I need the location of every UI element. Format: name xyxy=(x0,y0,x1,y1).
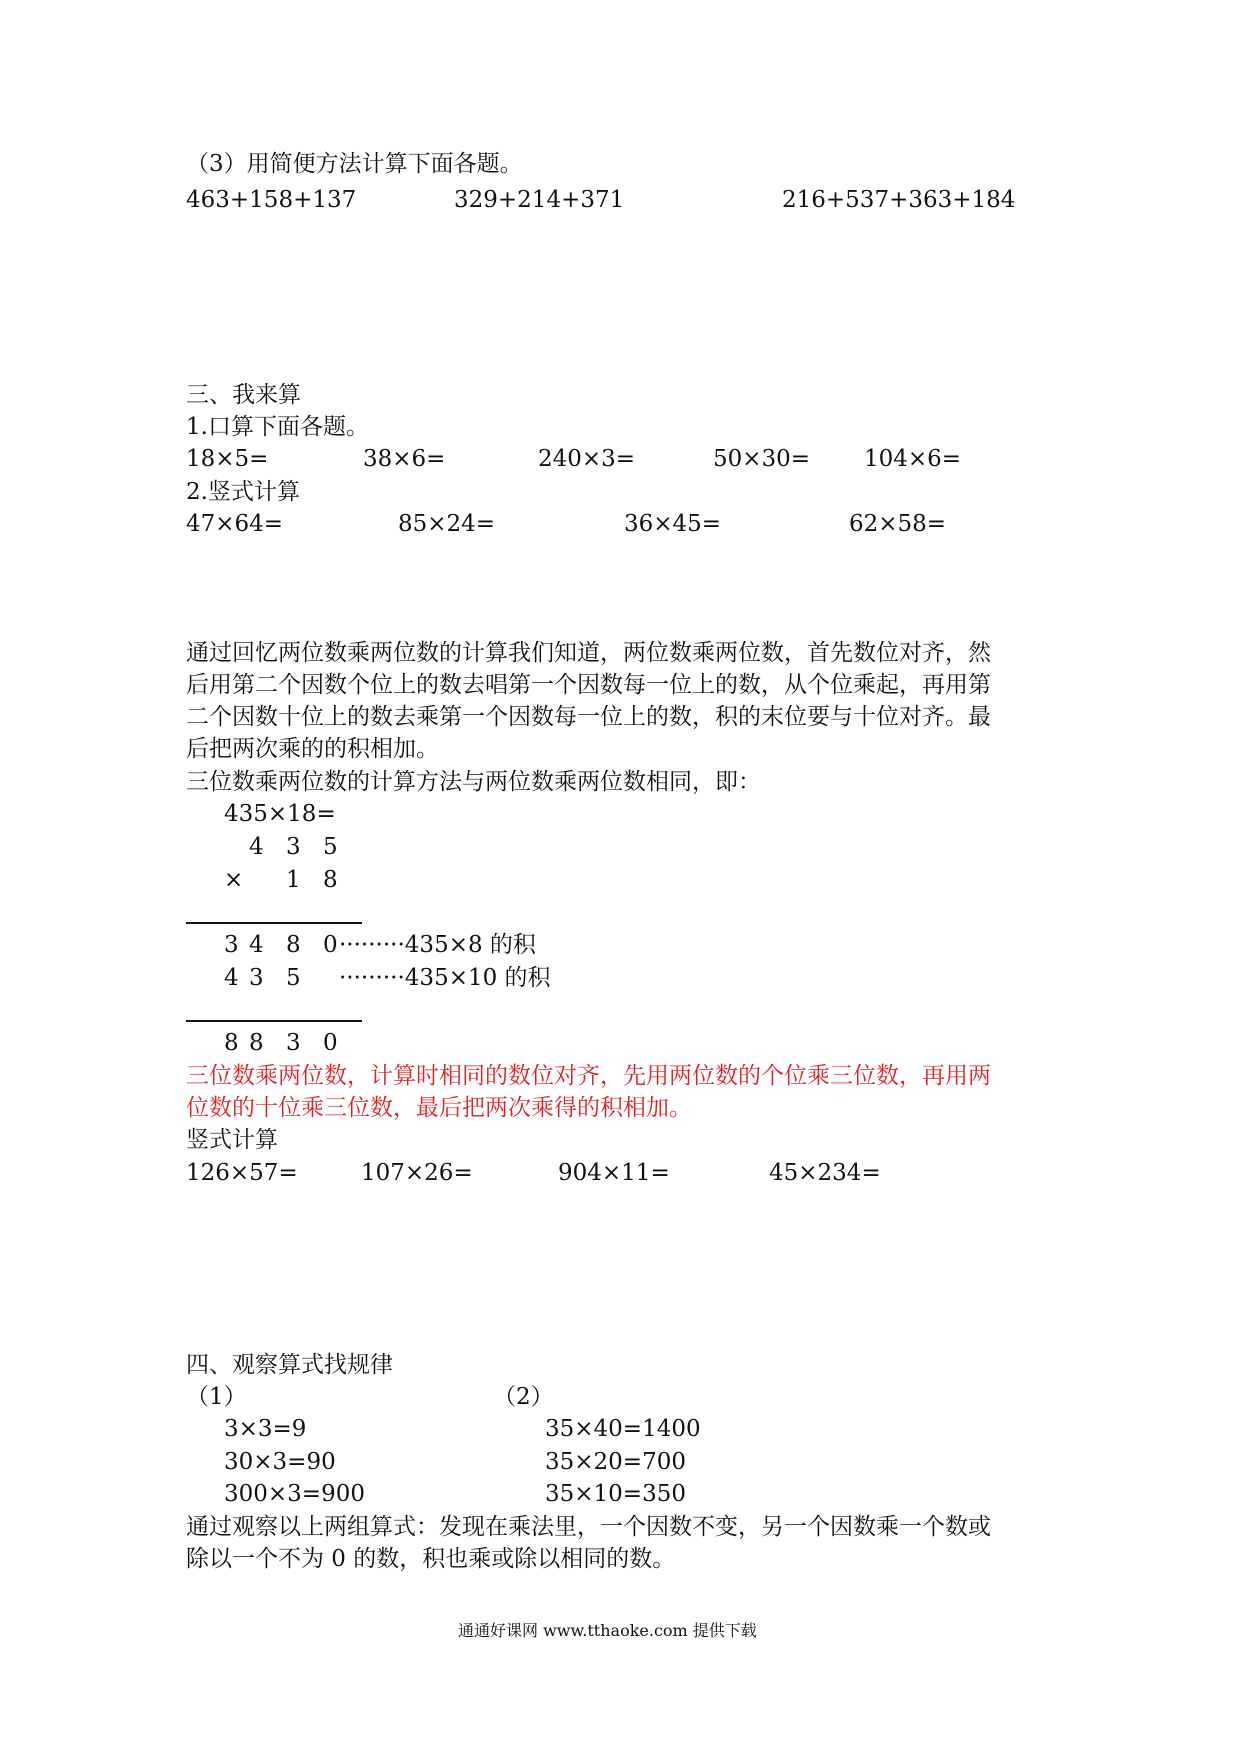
partial-product-2-note: ·········435×10 的积 xyxy=(339,965,551,991)
method-intro: 三位数乘两位数的计算方法与两位数乘两位数相同，即： xyxy=(186,769,761,795)
partial-product-1-digit: 8 xyxy=(286,932,301,958)
practice-heading: 竖式计算 xyxy=(186,1127,278,1153)
vertical-calc-problem: 62×58= xyxy=(849,511,947,537)
simplify-heading: （3）用简便方法计算下面各题。 xyxy=(186,151,523,177)
result-digit: 8 xyxy=(224,1030,239,1056)
multiplier-digit: 1 xyxy=(286,867,301,893)
vertical-calc-problem: 47×64= xyxy=(186,511,284,537)
vertical-calc-heading: 2.竖式计算 xyxy=(186,479,300,505)
mental-math-problem: 38×6= xyxy=(363,446,446,472)
recall-paragraph-line: 后把两次乘的的积相加。 xyxy=(186,736,439,762)
partial-product-1-note: ·········435×8 的积 xyxy=(339,932,536,958)
result-digit: 3 xyxy=(286,1030,301,1056)
practice-problem: 904×11= xyxy=(558,1160,670,1186)
multiplier-digit: 8 xyxy=(323,867,338,893)
partial-product-2-digit: 4 xyxy=(224,965,239,991)
partial-product-1-digit: 4 xyxy=(249,932,264,958)
mental-math-problem: 50×30= xyxy=(713,446,811,472)
calc-divider-line xyxy=(186,922,362,924)
calc-divider-line xyxy=(186,1020,362,1022)
conclusion-line: 除以一个不为 0 的数，积也乘或除以相同的数。 xyxy=(186,1546,676,1572)
result-digit: 0 xyxy=(323,1030,338,1056)
practice-problem: 107×26= xyxy=(361,1160,473,1186)
partial-product-1-digit: 0 xyxy=(323,932,338,958)
times-sign: × xyxy=(224,867,244,893)
practice-problem: 45×234= xyxy=(769,1160,881,1186)
multiplicand-digit: 3 xyxy=(286,834,301,860)
recall-paragraph-line: 二个因数十位上的数去乘第一个因数每一位上的数，积的末位要与十位对齐。最 xyxy=(186,704,991,730)
result-digit: 8 xyxy=(249,1030,264,1056)
mental-math-heading: 1.口算下面各题。 xyxy=(186,414,369,440)
vertical-calc-problem: 85×24= xyxy=(398,511,496,537)
group-1-equation: 3×3=9 xyxy=(224,1416,307,1442)
group-2-equation: 35×40=1400 xyxy=(545,1416,701,1442)
rule-statement-line: 三位数乘两位数，计算时相同的数位对齐，先用两位数的个位乘三位数，再用两 xyxy=(186,1063,991,1089)
page-footer: 通通好课网 www.tthaoke.com 提供下载 xyxy=(458,1621,757,1640)
partial-product-2-digit: 3 xyxy=(249,965,264,991)
simplify-problem: 216+537+363+184 xyxy=(782,187,1016,213)
multiplicand-digit: 5 xyxy=(323,834,338,860)
mental-math-problem: 104×6= xyxy=(864,446,962,472)
section-3-heading: 三、我来算 xyxy=(186,382,301,408)
vertical-calc-problem: 36×45= xyxy=(624,511,722,537)
group-2-equation: 35×10=350 xyxy=(545,1481,686,1507)
group-1-equation: 300×3=900 xyxy=(224,1481,365,1507)
example-expression: 435×18= xyxy=(224,801,336,827)
mental-math-problem: 18×5= xyxy=(186,446,269,472)
mental-math-problem: 240×3= xyxy=(538,446,636,472)
simplify-problem: 463+158+137 xyxy=(186,187,357,213)
conclusion-line: 通过观察以上两组算式：发现在乘法里，一个因数不变，另一个因数乘一个数或 xyxy=(186,1514,991,1540)
group-1-label: （1） xyxy=(186,1384,247,1410)
section-4-heading: 四、观察算式找规律 xyxy=(186,1352,393,1378)
practice-problem: 126×57= xyxy=(186,1160,298,1186)
simplify-problem: 329+214+371 xyxy=(454,187,625,213)
recall-paragraph-line: 后用第二个因数个位上的数去唱第一个因数每一位上的数，从个位乘起，再用第 xyxy=(186,672,991,698)
group-2-equation: 35×20=700 xyxy=(545,1449,686,1475)
rule-statement-line: 位数的十位乘三位数，最后把两次乘得的积相加。 xyxy=(186,1095,692,1121)
recall-paragraph-line: 通过回忆两位数乘两位数的计算我们知道，两位数乘两位数，首先数位对齐，然 xyxy=(186,640,991,666)
group-2-label: （2） xyxy=(493,1384,554,1410)
group-1-equation: 30×3=90 xyxy=(224,1449,336,1475)
multiplicand-digit: 4 xyxy=(249,834,264,860)
partial-product-1-digit: 3 xyxy=(224,932,239,958)
partial-product-2-digit: 5 xyxy=(286,965,301,991)
